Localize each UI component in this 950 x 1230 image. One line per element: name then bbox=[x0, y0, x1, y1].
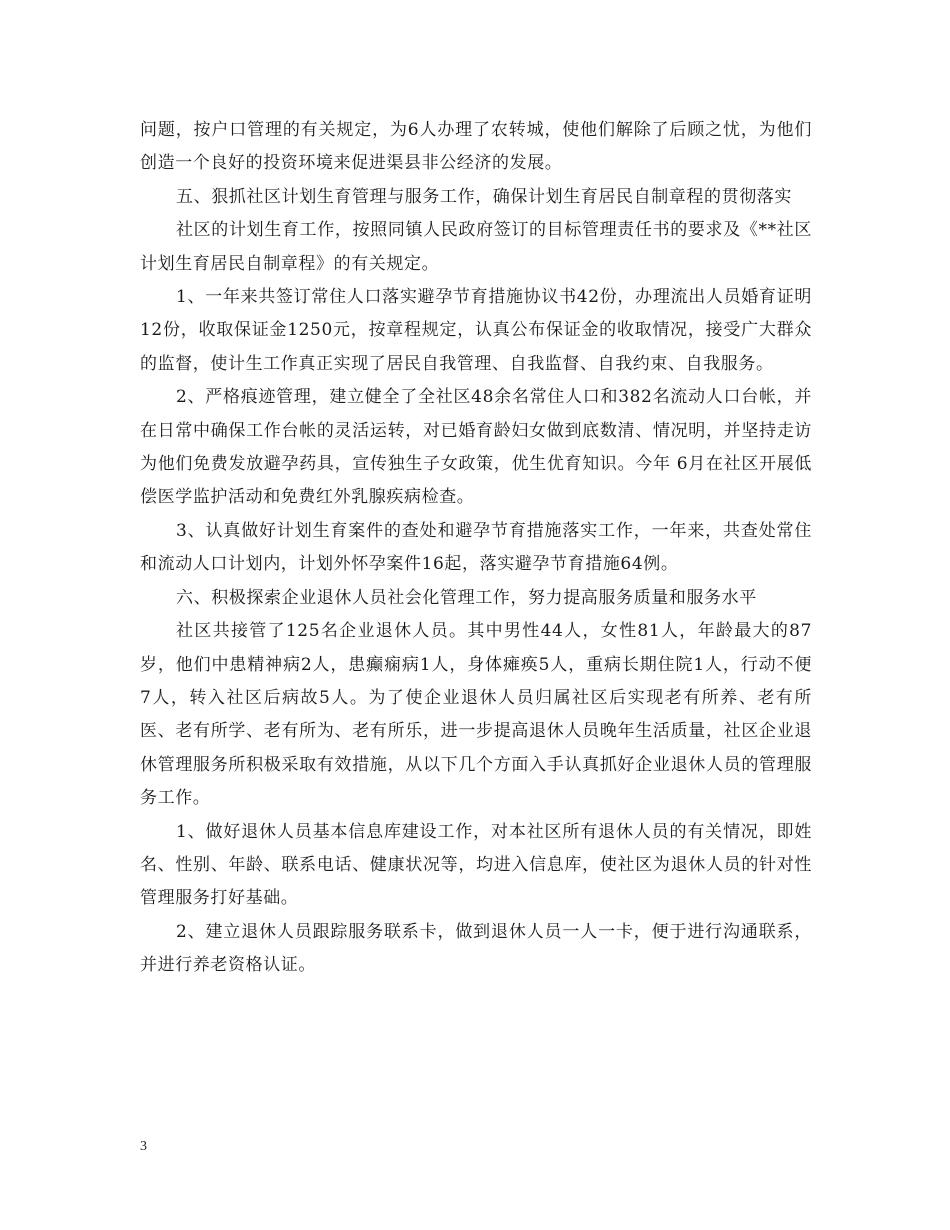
paragraph-6: 社区共接管了125名企业退休人员。其中男性44人，女性81人，年龄最大的87岁，他们中患精神病2人，患癫痫病1人，身体瘫痪5人，重病长期住院1人，行动不便7人，转入社区后病故5人。为了使企业退休人员归属社区后实现老有所养、老有所医、老有所学、老有所为、老有所乐，进一步提高退休人员晚年生活质量，社区企业退休管理服务所积极采取有效措施，从以下几个方面入手认真抓好企业退休人员的管理服务工作。 bbox=[140, 621, 812, 809]
paragraph-4: 2、严格痕迹管理，建立健全了全社区48余名常住人口和382名流动人口台帐，并在日常中确保工作台帐的灵活运转，对已婚育龄妇女做到底数清、情况明，并坚持走访为他们免费发放避孕药具，宣传独生子女政策，优生优育知识。今年 6月在社区开展低偿医学监护活动和免费红外乳腺疾病检查。 bbox=[140, 387, 812, 508]
document-body bbox=[140, 114, 812, 983]
paragraph-7: 1、做好退休人员基本信息库建设工作，对本社区所有退休人员的有关情况，即姓名、性别、年龄、联系电话、健康状况等，均进入信息库，使社区为退休人员的针对性管理服务打好基础。 bbox=[140, 821, 812, 909]
section-heading-5: 五、狠抓社区计划生育管理与服务工作，确保计划生育居民自制章程的贯彻落实 bbox=[176, 186, 792, 207]
paragraph-3: 1、一年来共签订常住人口落实避孕节育措施协议书42份，办理流出人员婚育证明12份，收取保证金1250元，按章程规定，认真公布保证金的收取情况，接受广大群众的监督，使计生工作真正实现了居民自我管理、自我监督、自我约束、自我服务。 bbox=[140, 287, 812, 374]
section-heading-6: 六、积极探索企业退休人员社会化管理工作，努力提高服务质量和服务水平 bbox=[176, 587, 757, 608]
paragraph-2: 社区的计划生育工作，按照同镇人民政府签订的目标管理责任书的要求及《**社区计划生育居民自制章程》的有关规定。 bbox=[140, 220, 812, 274]
paragraph-5: 3、认真做好计划生育案件的查处和避孕节育措施落实工作，一年来，共查处常住和流动人口计划内，计划外怀孕案件16起，落实避孕节育措施64例。 bbox=[140, 520, 812, 575]
paragraph-1: 问题，按户口管理的有关规定，为6人办理了农转城，使他们解除了后顾之忧，为他们创造一个良好的投资环境来促进渠县非公经济的发展。 bbox=[140, 120, 812, 174]
paragraph-8: 2、建立退休人员跟踪服务联系卡，做到退休人员一人一卡，便于进行沟通联系，并进行养老资格认证。 bbox=[140, 921, 812, 976]
page-number: 3 bbox=[140, 1139, 147, 1154]
